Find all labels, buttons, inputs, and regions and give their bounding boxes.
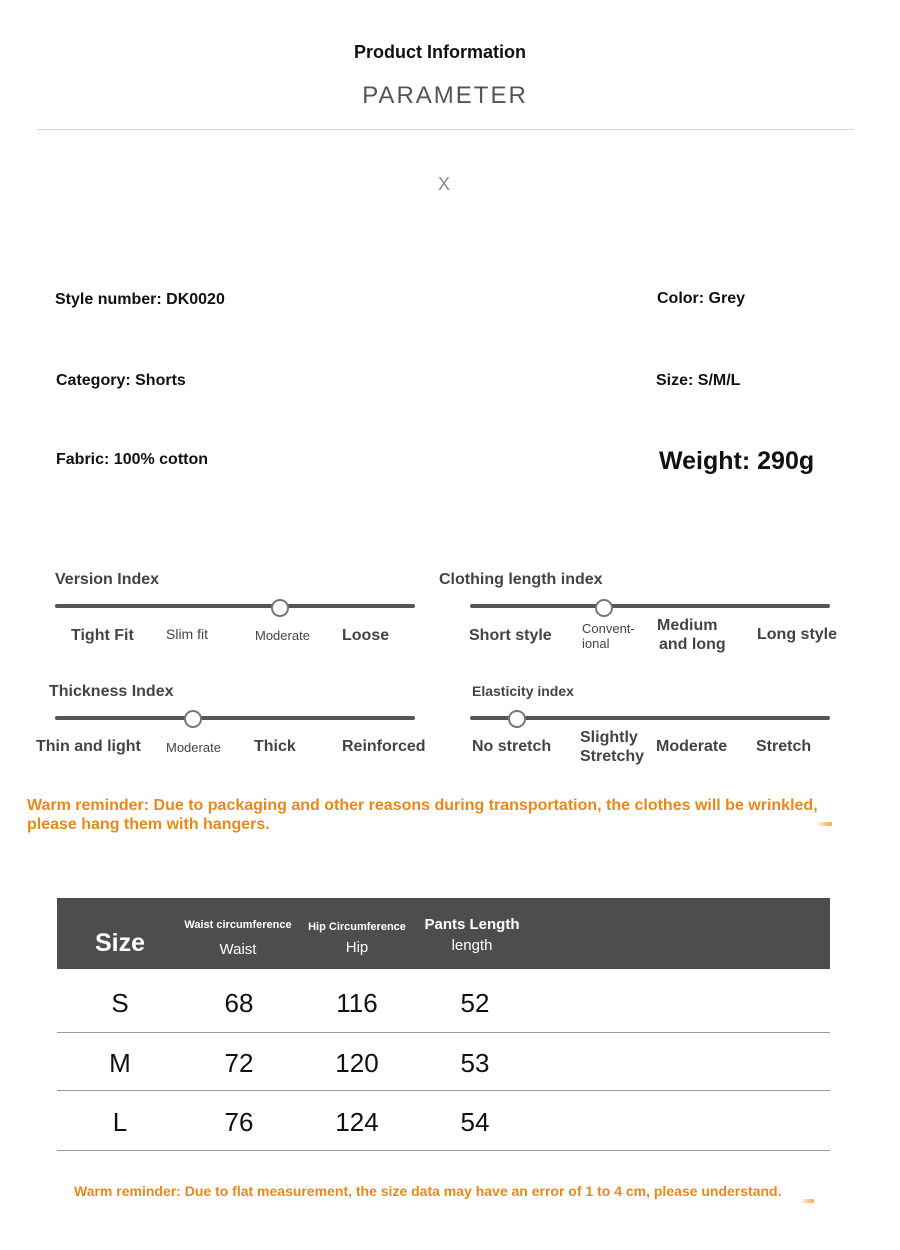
header-length-top: Pants Length bbox=[424, 916, 520, 933]
header-length-bottom: length bbox=[451, 937, 493, 954]
header-waist-top: Waist circumference bbox=[184, 919, 292, 931]
row-s-length: 52 bbox=[460, 988, 490, 1018]
category-info: Category: Shorts bbox=[56, 372, 186, 389]
row-l-length: 54 bbox=[460, 1107, 490, 1137]
thickness-option-thin: Thin and light bbox=[36, 738, 141, 755]
header-waist-bottom: Waist bbox=[219, 941, 257, 958]
version-index-marker bbox=[271, 599, 289, 617]
thickness-option-moderate: Moderate bbox=[166, 740, 221, 755]
color-info: Color: Grey bbox=[657, 290, 746, 307]
warm-reminder-measurement: Warm reminder: Due to flat measurement, the size data may have an error of 1 to 4 cm, please understand. bbox=[74, 1183, 782, 1199]
style-number: Style number: DK0020 bbox=[55, 291, 225, 308]
version-index-title: Version Index bbox=[55, 571, 160, 588]
length-index-track bbox=[470, 604, 830, 608]
row-m-length: 53 bbox=[460, 1048, 490, 1078]
version-option-tight-fit: Tight Fit bbox=[71, 627, 134, 644]
length-option-short: Short style bbox=[469, 627, 552, 644]
row-l-hip: 124 bbox=[335, 1107, 379, 1137]
length-index-marker bbox=[595, 599, 613, 617]
version-option-slim-fit: Slim fit bbox=[166, 626, 208, 642]
row-m-size: M bbox=[109, 1048, 131, 1078]
weight-info: Weight: 290g bbox=[659, 447, 815, 475]
thickness-index-title: Thickness Index bbox=[49, 683, 174, 700]
row-m-hip: 120 bbox=[335, 1048, 379, 1078]
thickness-index-marker bbox=[184, 710, 202, 728]
header-size: Size bbox=[94, 929, 146, 957]
version-option-loose: Loose bbox=[342, 627, 390, 644]
row-l-size: L bbox=[112, 1107, 128, 1137]
version-option-moderate: Moderate bbox=[255, 628, 310, 643]
page-subtitle: PARAMETER bbox=[362, 82, 528, 109]
elasticity-option-moderate: Moderate bbox=[656, 738, 728, 755]
elasticity-option-stretch: Stretch bbox=[756, 738, 812, 755]
thickness-index-track bbox=[55, 716, 415, 720]
size-table-header bbox=[57, 898, 830, 969]
size-info: Size: S/M/L bbox=[656, 372, 741, 389]
thickness-option-reinforced: Reinforced bbox=[342, 738, 426, 755]
header-divider bbox=[37, 129, 854, 130]
fabric-info: Fabric: 100% cotton bbox=[56, 451, 209, 468]
length-index-title: Clothing length index bbox=[439, 571, 603, 588]
elasticity-option-slightly-1: Slightly bbox=[580, 729, 638, 746]
page-title: Product Information bbox=[354, 42, 526, 62]
header-hip-top: Hip Circumference bbox=[308, 921, 406, 933]
x-mark: X bbox=[438, 174, 451, 194]
warm-reminder-wrinkle bbox=[27, 796, 847, 834]
elasticity-option-slightly-2: Stretchy bbox=[580, 748, 645, 765]
version-index-track bbox=[55, 604, 415, 608]
reminder-decoration-icon bbox=[816, 822, 832, 826]
elasticity-index-title: Elasticity index bbox=[472, 683, 574, 699]
row-s-size: S bbox=[111, 988, 129, 1018]
length-option-medium-1: Medium bbox=[657, 617, 718, 634]
row-divider bbox=[57, 1150, 830, 1151]
length-option-long: Long style bbox=[757, 626, 838, 643]
header-hip-bottom: Hip bbox=[345, 939, 369, 956]
elasticity-option-no-stretch: No stretch bbox=[472, 738, 552, 755]
row-divider bbox=[57, 1090, 830, 1091]
warm-reminder-line-1: Warm reminder: Due to packaging and other reasons during transportation, the clothes will be wrinkled, bbox=[27, 797, 818, 814]
thickness-option-thick: Thick bbox=[254, 738, 296, 755]
length-option-conventional-2: ional bbox=[582, 636, 610, 651]
elasticity-index-marker bbox=[508, 710, 526, 728]
warm-reminder-line-2: please hang them with hangers. bbox=[27, 816, 270, 833]
reminder-decoration-icon bbox=[800, 1199, 814, 1203]
row-s-waist: 68 bbox=[224, 988, 254, 1018]
row-m-waist: 72 bbox=[224, 1048, 254, 1078]
row-divider bbox=[57, 1032, 830, 1033]
length-option-conventional-1: Convent- bbox=[582, 621, 635, 636]
row-s-hip: 116 bbox=[336, 988, 378, 1018]
row-l-waist: 76 bbox=[224, 1107, 254, 1137]
length-option-medium-2: and long bbox=[659, 636, 726, 653]
